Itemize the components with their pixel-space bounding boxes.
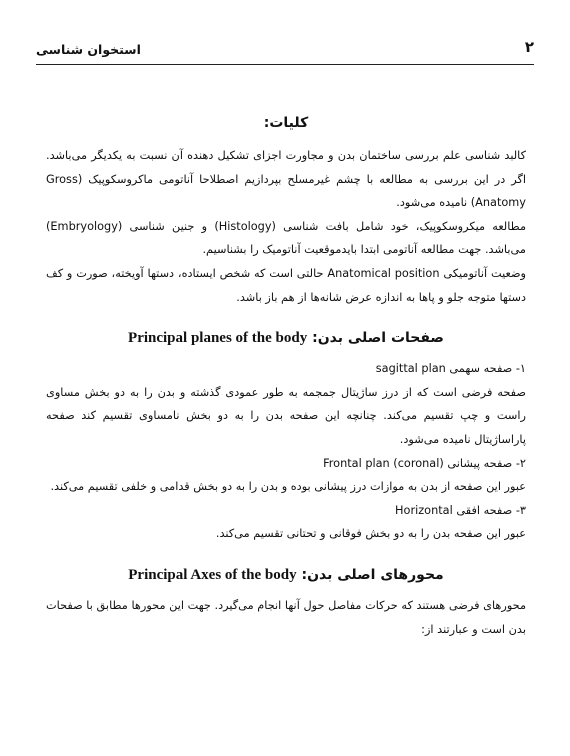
planes-heading-fa: صفحات اصلی بدن:: [312, 330, 444, 347]
paragraph-anatomical-position: وضعیت آناتومیکی Anatomical position حالتی است که شخص ایستاده، دستها آویخته، صورت و کف دستها متوجه جلو و پاها به اندازه عرض شانه‌ها از هم باز باشد.: [46, 266, 526, 304]
page-body: [46, 108, 526, 641]
plane-item-horizontal-title: ۳- صفحه افقی Horizontal: [395, 503, 526, 517]
planes-heading-en: Principal planes of the body: [128, 330, 308, 347]
plane-item-frontal-title: ۲- صفحه پیشانی (Frontal plan (coronal: [323, 456, 526, 470]
plane-item-horizontal-text: عبور این صفحه بدن را به دو بخش فوقانی و تحتانی تقسیم می‌کند.: [215, 527, 526, 541]
header-title: استخوان شناسی: [36, 42, 141, 57]
running-header: [36, 38, 534, 65]
paragraph-anatomy-definition: کالبد شناسی علم بررسی ساختمان بدن و مجاورت اجزای تشکیل دهنده آن نسبت به یکدیگر می‌باشد. اگر در این بررسی به مطالعه با چشم غیرمسلح بپردازیم اصطلاحا آناتومی ماکروسکوپیک (Gross Anatomy) نامیده می‌شود.: [46, 149, 526, 210]
section-heading-general: کلیات:: [263, 115, 309, 131]
section-heading-axes: [46, 564, 526, 586]
plane-item-frontal-text: عبور این صفحه از بدن به موازات درز پیشانی بوده و بدن را به دو بخش قدامی و خلفی تقسیم می‌کند.: [50, 480, 526, 494]
paragraph-axes-intro: محورهای فرضی هستند که حرکات مفاصل حول آنها انجام می‌گیرد. جهت این محورها مطابق با صفحات بدن است و عبارتند از:: [46, 598, 526, 636]
axes-heading-en: Principal Axes of the body: [128, 566, 297, 583]
axes-heading-fa: محورهای اصلی بدن:: [301, 566, 444, 583]
plane-item-sagittal-title: ۱- صفحه سهمی sagittal plan: [375, 362, 526, 376]
page-number: ۲: [524, 38, 534, 56]
section-heading-planes: [46, 327, 526, 349]
plane-item-sagittal-text: صفحه فرضی است که از درز ساژیتال جمجمه به طور عمودی گذشته و بدن را به دو بخش مساوی راست و چپ تقسیم می‌کند. چنانچه این صفحه بدن را به دو بخش نامساوی تقسیم کند صفحه پاراساژیتال نامیده می‌شود.: [46, 385, 526, 446]
paragraph-microscopic: مطالعه میکروسکوپیک، خود شامل بافت شناسی (Histology) و جنین شناسی (Embryology) می‌باشد. جهت مطالعه آناتومی ابتدا بایدموقعیت آناتومیک را بشناسیم.: [46, 219, 526, 257]
